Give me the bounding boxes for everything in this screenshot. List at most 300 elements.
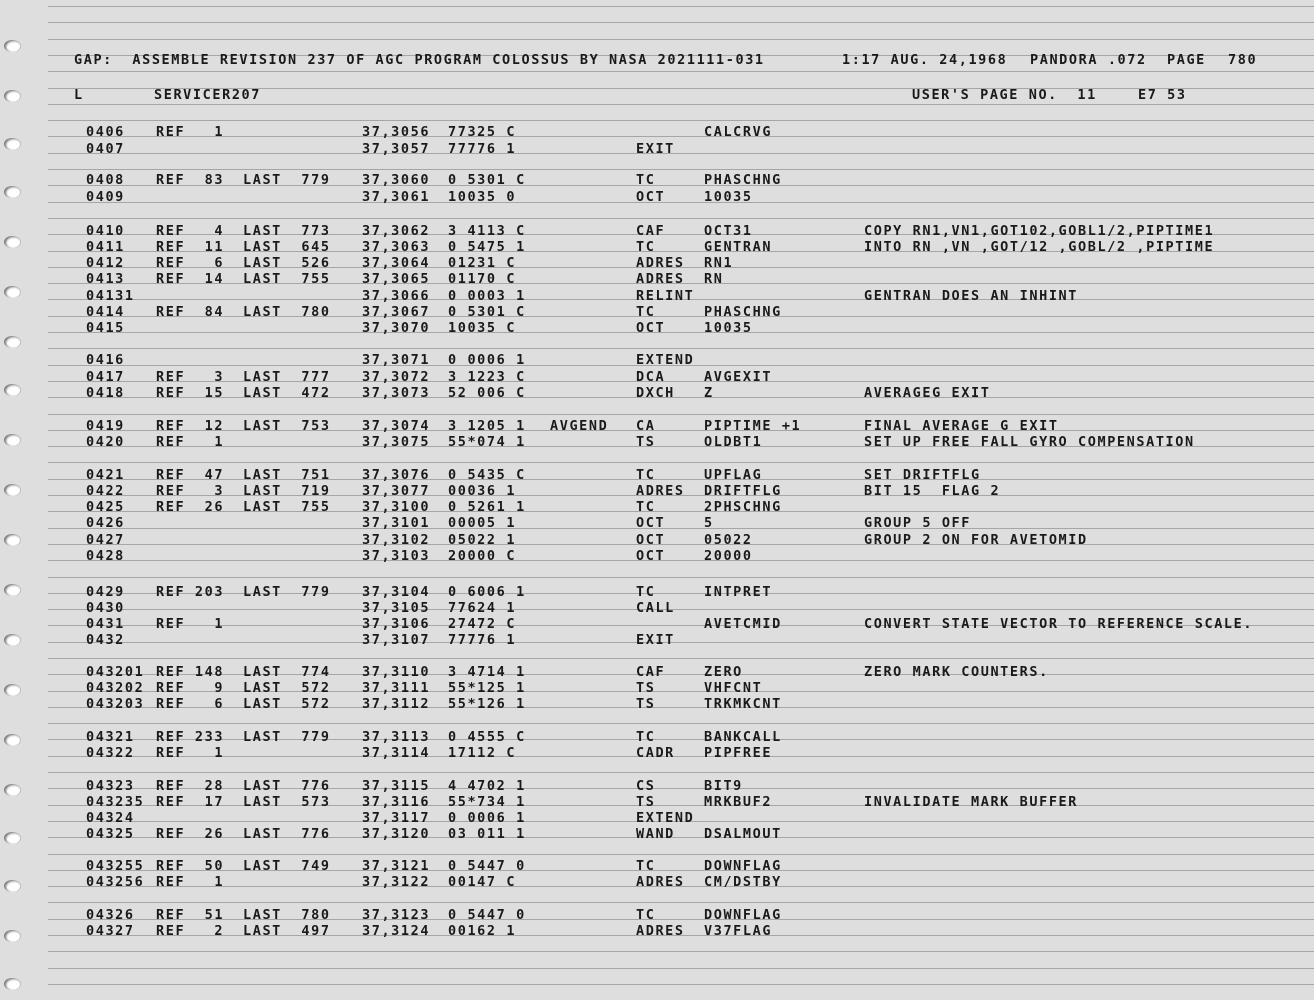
bank-address: 37,3064	[362, 255, 431, 271]
octal-word: 27472 C	[448, 616, 517, 632]
operand: DRIFTFLG	[704, 483, 782, 499]
last-ref: LAST 719	[243, 483, 331, 499]
line-number: 0418	[86, 385, 125, 401]
last-ref: LAST 780	[243, 304, 331, 320]
ruled-line	[48, 71, 1314, 72]
bank-address: 37,3077	[362, 483, 431, 499]
feed-hole	[4, 90, 20, 102]
ruled-line	[48, 414, 1314, 415]
operand: OLDBT1	[704, 434, 763, 450]
bank-address: 37,3065	[362, 271, 431, 287]
last-ref: LAST 645	[243, 239, 331, 255]
opcode: OCT	[636, 548, 666, 564]
listing-row	[0, 499, 1314, 515]
line-number: 0415	[86, 320, 125, 336]
opcode: TC	[636, 858, 656, 874]
listing-row	[0, 874, 1314, 890]
line-number: 0430	[86, 600, 125, 616]
operand: 10035	[704, 189, 753, 205]
octal-word: 52 006 C	[448, 385, 526, 401]
operand: RN1	[704, 255, 734, 271]
octal-word: 0 5301 C	[448, 304, 526, 320]
listing-row	[0, 172, 1314, 188]
octal-word: 0 5261 1	[448, 499, 526, 515]
operand: 05022	[704, 532, 753, 548]
last-ref: LAST 573	[243, 794, 331, 810]
octal-word: 0 4555 C	[448, 729, 526, 745]
users-page-number: USER'S PAGE NO. 11	[912, 87, 1097, 103]
bank-address: 37,3072	[362, 369, 431, 385]
line-number: 0410	[86, 223, 125, 239]
last-ref: LAST 751	[243, 467, 331, 483]
line-number: 0429	[86, 584, 125, 600]
last-ref: LAST 779	[243, 584, 331, 600]
listing-row	[0, 745, 1314, 761]
bank-address: 37,3107	[362, 632, 431, 648]
comment: ZERO MARK COUNTERS.	[864, 664, 1049, 680]
page-number: 780	[1228, 52, 1258, 68]
opcode: RELINT	[636, 288, 695, 304]
opcode: CADR	[636, 745, 675, 761]
octal-word: 0 5447 0	[448, 858, 526, 874]
bank-address: 37,3114	[362, 745, 431, 761]
listing-row	[0, 483, 1314, 499]
ruled-line	[48, 169, 1314, 170]
opcode: TC	[636, 467, 656, 483]
comment: BIT 15 FLAG 2	[864, 483, 1001, 499]
last-ref: LAST 755	[243, 499, 331, 515]
assembly-banner: GAP: ASSEMBLE REVISION 237 OF AGC PROGRAM COLOSSUS BY NASA 2021111-031	[74, 52, 765, 68]
comment: INTO RN ,VN ,GOT/12 ,GOBL/2 ,PIPTIME	[864, 239, 1215, 255]
ref-count: REF 1	[156, 616, 225, 632]
bank-address: 37,3124	[362, 923, 431, 939]
operand: BIT9	[704, 778, 743, 794]
feed-hole	[4, 978, 20, 990]
comment: CONVERT STATE VECTOR TO REFERENCE SCALE.	[864, 616, 1254, 632]
operand: CALCRVG	[704, 124, 773, 140]
octal-word: 0 5447 0	[448, 907, 526, 923]
operand: V37FLAG	[704, 923, 773, 939]
opcode: TS	[636, 794, 656, 810]
operand: Z	[704, 385, 714, 401]
listing-row	[0, 467, 1314, 483]
listing-row	[0, 434, 1314, 450]
opcode: EXTEND	[636, 352, 695, 368]
opcode: TC	[636, 304, 656, 320]
opcode: ADRES	[636, 923, 685, 939]
ref-count: REF 233	[156, 729, 225, 745]
ruled-line	[48, 104, 1314, 105]
ref-count: REF 6	[156, 255, 225, 271]
line-number: 0413	[86, 271, 125, 287]
line-number: 04131	[86, 288, 135, 304]
ruled-line	[48, 218, 1314, 219]
bank-address: 37,3056	[362, 124, 431, 140]
operand: TRKMKCNT	[704, 696, 782, 712]
ruled-line	[48, 120, 1314, 121]
operand: 5	[704, 515, 714, 531]
bank-address: 37,3120	[362, 826, 431, 842]
ruled-line	[48, 902, 1314, 903]
listing-row	[0, 729, 1314, 745]
last-ref: LAST 755	[243, 271, 331, 287]
operand: 2PHSCHNG	[704, 499, 782, 515]
ref-count: REF 9	[156, 680, 225, 696]
last-ref: LAST 779	[243, 729, 331, 745]
ref-count: REF 11	[156, 239, 225, 255]
opcode: ADRES	[636, 271, 685, 287]
ref-count: REF 148	[156, 664, 225, 680]
opcode: TC	[636, 239, 656, 255]
bank-address: 37,3074	[362, 418, 431, 434]
operand: DOWNFLAG	[704, 858, 782, 874]
ref-count: REF 17	[156, 794, 225, 810]
line-number: 04326	[86, 907, 135, 923]
octal-word: 0 5475 1	[448, 239, 526, 255]
operand: PIPFREE	[704, 745, 773, 761]
bank-address: 37,3115	[362, 778, 431, 794]
ruled-line	[48, 723, 1314, 724]
comment: INVALIDATE MARK BUFFER	[864, 794, 1079, 810]
line-number: 043255	[86, 858, 145, 874]
line-number: 043203	[86, 696, 145, 712]
opcode: TC	[636, 907, 656, 923]
last-ref: LAST 776	[243, 778, 331, 794]
bank-address: 37,3100	[362, 499, 431, 515]
line-number: 0428	[86, 548, 125, 564]
header-line-1	[74, 52, 1294, 68]
octal-word: 00036 1	[448, 483, 517, 499]
bank-address: 37,3106	[362, 616, 431, 632]
opcode: TC	[636, 172, 656, 188]
ruled-line	[48, 772, 1314, 773]
line-number: 043235	[86, 794, 145, 810]
line-number: 0414	[86, 304, 125, 320]
octal-word: 0 6006 1	[448, 584, 526, 600]
line-number: 0419	[86, 418, 125, 434]
bank-address: 37,3112	[362, 696, 431, 712]
page-label: PAGE	[1167, 52, 1206, 68]
bank-address: 37,3070	[362, 320, 431, 336]
line-number: 0411	[86, 239, 125, 255]
opcode: ADRES	[636, 255, 685, 271]
last-ref: LAST 497	[243, 923, 331, 939]
line-number: 04322	[86, 745, 135, 761]
line-number: 0412	[86, 255, 125, 271]
octal-word: 4 4702 1	[448, 778, 526, 794]
listing-row	[0, 584, 1314, 600]
octal-word: 17112 C	[448, 745, 517, 761]
line-number: 0420	[86, 434, 125, 450]
ruled-line	[48, 984, 1314, 985]
bank-address: 37,3067	[362, 304, 431, 320]
ruled-line	[48, 854, 1314, 855]
bank-address: 37,3062	[362, 223, 431, 239]
last-ref: LAST 749	[243, 858, 331, 874]
ref-count: REF 1	[156, 124, 225, 140]
listing-row	[0, 352, 1314, 368]
bank-address: 37,3113	[362, 729, 431, 745]
listing-row	[0, 923, 1314, 939]
opcode: DCA	[636, 369, 666, 385]
comment: FINAL AVERAGE G EXIT	[864, 418, 1059, 434]
opcode: DXCH	[636, 385, 675, 401]
line-number: 0422	[86, 483, 125, 499]
ruled-line	[48, 968, 1314, 969]
ruled-line	[48, 951, 1314, 952]
listing-row	[0, 907, 1314, 923]
ruled-line	[48, 348, 1314, 349]
last-ref: LAST 753	[243, 418, 331, 434]
operand: OCT31	[704, 223, 753, 239]
octal-word: 55*125 1	[448, 680, 526, 696]
log-section-marker: L	[74, 87, 84, 103]
comment: GROUP 2 ON FOR AVETOMID	[864, 532, 1088, 548]
ref-count: REF 4	[156, 223, 225, 239]
listing-row	[0, 600, 1314, 616]
opcode: OCT	[636, 320, 666, 336]
bank-address: 37,3105	[362, 600, 431, 616]
line-number: 0431	[86, 616, 125, 632]
octal-word: 10035 C	[448, 320, 517, 336]
last-ref: LAST 526	[243, 255, 331, 271]
octal-word: 01231 C	[448, 255, 517, 271]
opcode: TS	[636, 696, 656, 712]
octal-word: 3 1223 C	[448, 369, 526, 385]
opcode: OCT	[636, 515, 666, 531]
listing-row	[0, 778, 1314, 794]
comment: AVERAGEG EXIT	[864, 385, 991, 401]
line-number: 0426	[86, 515, 125, 531]
opcode: CAF	[636, 223, 666, 239]
line-number: 043256	[86, 874, 145, 890]
octal-word: 0 0006 1	[448, 810, 526, 826]
bank-address: 37,3122	[362, 874, 431, 890]
line-number: 0407	[86, 141, 125, 157]
operand: 10035	[704, 320, 753, 336]
opcode: ADRES	[636, 874, 685, 890]
last-ref: LAST 776	[243, 826, 331, 842]
opcode: TS	[636, 680, 656, 696]
opcode: EXIT	[636, 141, 675, 157]
ref-count: REF 47	[156, 467, 225, 483]
line-number: 04321	[86, 729, 135, 745]
ruled-line	[48, 39, 1314, 40]
feed-hole	[4, 40, 20, 52]
octal-word: 0 0003 1	[448, 288, 526, 304]
opcode: OCT	[636, 532, 666, 548]
bank-address: 37,3110	[362, 664, 431, 680]
listing-row	[0, 810, 1314, 826]
opcode: CAF	[636, 664, 666, 680]
listing-row	[0, 124, 1314, 140]
bank-address: 37,3116	[362, 794, 431, 810]
listing-row	[0, 418, 1314, 434]
ruled-line	[48, 658, 1314, 659]
octal-word: 77776 1	[448, 632, 517, 648]
listing-row	[0, 239, 1314, 255]
comment: GROUP 5 OFF	[864, 515, 972, 531]
feed-hole	[4, 336, 20, 348]
opcode: CA	[636, 418, 656, 434]
operand: BANKCALL	[704, 729, 782, 745]
line-number: 043202	[86, 680, 145, 696]
ref-count: REF 51	[156, 907, 225, 923]
opcode: WAND	[636, 826, 675, 842]
ref-count: REF 1	[156, 745, 225, 761]
opcode: TC	[636, 729, 656, 745]
octal-word: 00005 1	[448, 515, 517, 531]
ref-count: REF 26	[156, 499, 225, 515]
ref-count: REF 2	[156, 923, 225, 939]
opcode: TC	[636, 584, 656, 600]
listing-row	[0, 794, 1314, 810]
operand: PHASCHNG	[704, 172, 782, 188]
listing-row	[0, 632, 1314, 648]
listing-row	[0, 532, 1314, 548]
octal-word: 0 5301 C	[448, 172, 526, 188]
machine-name: PANDORA .072	[1030, 52, 1147, 68]
last-ref: LAST 774	[243, 664, 331, 680]
line-number: 04324	[86, 810, 135, 826]
listing-row	[0, 858, 1314, 874]
octal-word: 05022 1	[448, 532, 517, 548]
operand: RN	[704, 271, 724, 287]
operand: CM/DSTBY	[704, 874, 782, 890]
page-code: E7 53	[1138, 87, 1187, 103]
line-number: 0421	[86, 467, 125, 483]
line-number: 043201	[86, 664, 145, 680]
operand: MRKBUF2	[704, 794, 773, 810]
section-name: SERVICER207	[154, 87, 262, 103]
comment: SET DRIFTFLG	[864, 467, 981, 483]
listing-row	[0, 369, 1314, 385]
symbol-label: AVGEND	[550, 418, 609, 434]
ref-count: REF 83	[156, 172, 225, 188]
ref-count: REF 14	[156, 271, 225, 287]
ref-count: REF 15	[156, 385, 225, 401]
opcode: CALL	[636, 600, 675, 616]
ref-count: REF 1	[156, 434, 225, 450]
ruled-line	[48, 22, 1314, 23]
line-number: 0432	[86, 632, 125, 648]
listing-row	[0, 696, 1314, 712]
comment: SET UP FREE FALL GYRO COMPENSATION	[864, 434, 1195, 450]
opcode: TS	[636, 434, 656, 450]
octal-word: 01170 C	[448, 271, 517, 287]
bank-address: 37,3076	[362, 467, 431, 483]
octal-word: 10035 0	[448, 189, 517, 205]
opcode: CS	[636, 778, 656, 794]
header-line-2	[74, 87, 1294, 103]
listing-row	[0, 664, 1314, 680]
operand: GENTRAN	[704, 239, 773, 255]
ref-count: REF 12	[156, 418, 225, 434]
ref-count: REF 3	[156, 483, 225, 499]
line-number: 0408	[86, 172, 125, 188]
listing-row	[0, 320, 1314, 336]
last-ref: LAST 777	[243, 369, 331, 385]
line-number: 04327	[86, 923, 135, 939]
listing-row	[0, 271, 1314, 287]
bank-address: 37,3057	[362, 141, 431, 157]
listing-row	[0, 680, 1314, 696]
octal-word: 20000 C	[448, 548, 517, 564]
bank-address: 37,3101	[362, 515, 431, 531]
operand: AVETCMID	[704, 616, 782, 632]
line-number: 0417	[86, 369, 125, 385]
line-number: 0425	[86, 499, 125, 515]
bank-address: 37,3117	[362, 810, 431, 826]
ref-count: REF 3	[156, 369, 225, 385]
last-ref: LAST 472	[243, 385, 331, 401]
listing-row	[0, 141, 1314, 157]
line-number: 0416	[86, 352, 125, 368]
operand: AVGEXIT	[704, 369, 773, 385]
bank-address: 37,3111	[362, 680, 431, 696]
bank-address: 37,3123	[362, 907, 431, 923]
octal-word: 00147 C	[448, 874, 517, 890]
opcode: EXIT	[636, 632, 675, 648]
line-number: 0427	[86, 532, 125, 548]
listing-row	[0, 288, 1314, 304]
line-number: 0409	[86, 189, 125, 205]
operand: UPFLAG	[704, 467, 763, 483]
last-ref: LAST 780	[243, 907, 331, 923]
octal-word: 55*126 1	[448, 696, 526, 712]
operand: INTPRET	[704, 584, 773, 600]
comment: COPY RN1,VN1,GOT102,GOBL1/2,PIPTIME1	[864, 223, 1215, 239]
listing-row	[0, 826, 1314, 842]
octal-word: 77624 1	[448, 600, 517, 616]
listing-row	[0, 223, 1314, 239]
bank-address: 37,3071	[362, 352, 431, 368]
octal-word: 3 1205 1	[448, 418, 526, 434]
bank-address: 37,3063	[362, 239, 431, 255]
operand: PHASCHNG	[704, 304, 782, 320]
line-number: 04323	[86, 778, 135, 794]
last-ref: LAST 572	[243, 680, 331, 696]
ref-count: REF 6	[156, 696, 225, 712]
ref-count: REF 26	[156, 826, 225, 842]
bank-address: 37,3121	[362, 858, 431, 874]
line-number: 04325	[86, 826, 135, 842]
last-ref: LAST 779	[243, 172, 331, 188]
opcode: OCT	[636, 189, 666, 205]
operand: DOWNFLAG	[704, 907, 782, 923]
listing-row	[0, 189, 1314, 205]
ref-count: REF 203	[156, 584, 225, 600]
bank-address: 37,3061	[362, 189, 431, 205]
octal-word: 77776 1	[448, 141, 517, 157]
ref-count: REF 50	[156, 858, 225, 874]
operand: 20000	[704, 548, 753, 564]
octal-word: 55*074 1	[448, 434, 526, 450]
listing-row	[0, 548, 1314, 564]
ref-count: REF 1	[156, 874, 225, 890]
operand: PIPTIME +1	[704, 418, 802, 434]
octal-word: 3 4714 1	[448, 664, 526, 680]
bank-address: 37,3073	[362, 385, 431, 401]
ref-count: REF 28	[156, 778, 225, 794]
bank-address: 37,3066	[362, 288, 431, 304]
assembly-timestamp: 1:17 AUG. 24,1968	[842, 52, 1008, 68]
operand: DSALMOUT	[704, 826, 782, 842]
last-ref: LAST 773	[243, 223, 331, 239]
listing-row	[0, 255, 1314, 271]
opcode: ADRES	[636, 483, 685, 499]
octal-word: 3 4113 C	[448, 223, 526, 239]
